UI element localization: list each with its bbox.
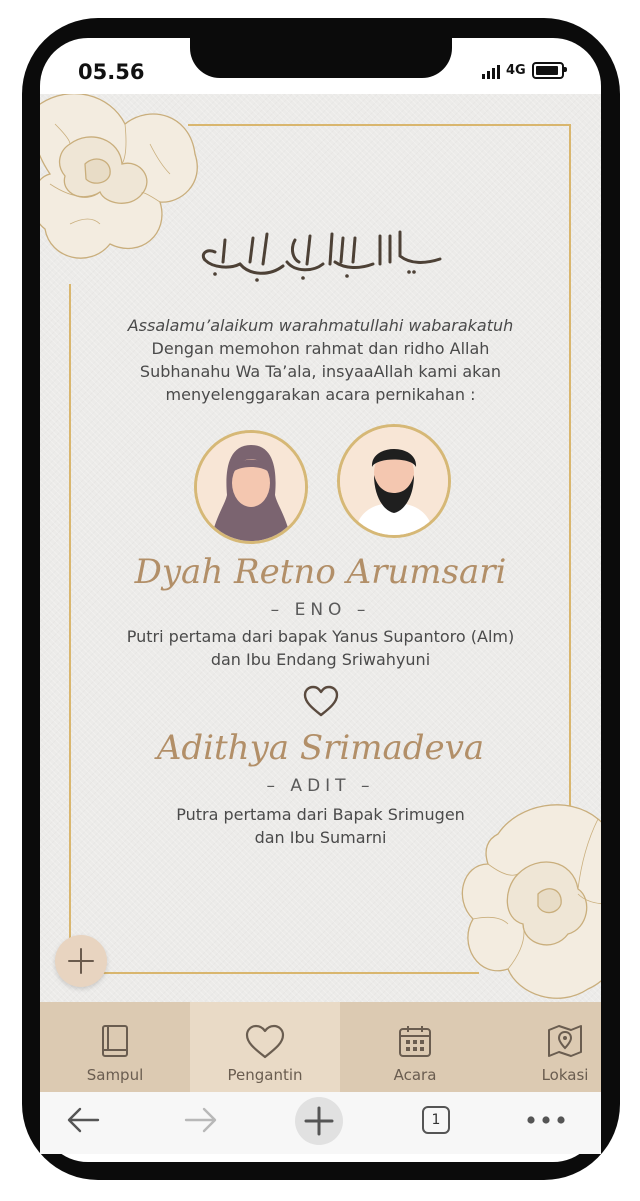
hijab-woman-icon bbox=[197, 433, 305, 541]
back-arrow-icon[interactable] bbox=[66, 1106, 100, 1134]
more-options-icon[interactable] bbox=[526, 1115, 566, 1125]
groom-name: Adithya Srimadeva bbox=[156, 728, 485, 768]
signal-icon bbox=[482, 63, 500, 79]
groom-avatar bbox=[337, 424, 451, 538]
nav-label-sampul: Sampul bbox=[86, 1066, 144, 1084]
greeting-line-2: Dengan memohon rahmat dan ridho Allah bbox=[151, 339, 490, 358]
book-icon bbox=[100, 1024, 130, 1058]
groom-nickname: – ADIT – bbox=[266, 776, 375, 796]
bearded-man-icon bbox=[340, 427, 448, 535]
flower-decoration-bottom-right bbox=[458, 794, 601, 1002]
bottom-navigation bbox=[40, 1002, 601, 1092]
forward-arrow-icon[interactable] bbox=[184, 1106, 218, 1134]
nav-item-lokasi[interactable] bbox=[490, 1002, 601, 1092]
nav-label-pengantin: Pengantin bbox=[227, 1066, 303, 1084]
notch bbox=[190, 30, 452, 78]
nav-label-lokasi: Lokasi bbox=[541, 1066, 589, 1084]
heart-icon bbox=[245, 1024, 285, 1060]
nav-label-acara: Acara bbox=[393, 1066, 437, 1084]
frame-border-bottom bbox=[69, 972, 479, 974]
bismillah-calligraphy bbox=[195, 224, 445, 284]
nav-item-sampul[interactable] bbox=[40, 1002, 190, 1092]
heart-icon bbox=[302, 684, 340, 718]
frame-border-top bbox=[188, 124, 571, 126]
plus-icon bbox=[295, 1097, 343, 1145]
groom-parents-line-1: Putra pertama dari Bapak Srimugen bbox=[176, 805, 465, 824]
new-tab-button[interactable] bbox=[295, 1097, 343, 1145]
status-indicators bbox=[482, 62, 564, 79]
greeting-line-4: menyelenggarakan acara pernikahan : bbox=[165, 385, 476, 404]
calendar-icon bbox=[398, 1024, 432, 1058]
battery-icon bbox=[532, 62, 564, 79]
floating-add-button[interactable] bbox=[55, 935, 107, 987]
bride-nickname: – ENO – bbox=[270, 600, 371, 620]
plus-icon bbox=[55, 935, 107, 987]
status-time: 05.56 bbox=[78, 60, 145, 84]
frame-border-right bbox=[569, 124, 571, 814]
greeting-line-1: Assalamu’alaikum warahmatullahi wabarakatuh bbox=[127, 316, 514, 335]
groom-parents-line-2: dan Ibu Sumarni bbox=[254, 828, 387, 847]
bride-name: Dyah Retno Arumsari bbox=[134, 552, 507, 592]
nav-item-acara[interactable] bbox=[340, 1002, 490, 1092]
bride-parents-line-1: Putri pertama dari bapak Yanus Supantoro (Alm) bbox=[126, 627, 515, 646]
greeting-line-3: Subhanahu Wa Ta’ala, insyaaAllah kami akan bbox=[139, 362, 502, 381]
tab-count-button[interactable]: 1 bbox=[422, 1106, 450, 1134]
nav-item-pengantin[interactable] bbox=[190, 1002, 340, 1092]
bride-parents-line-2: dan Ibu Endang Sriwahyuni bbox=[210, 650, 431, 669]
map-icon bbox=[547, 1024, 583, 1058]
bride-avatar bbox=[194, 430, 308, 544]
network-type: 4G bbox=[506, 63, 526, 78]
invitation-card bbox=[40, 94, 601, 1002]
flower-decoration-top-left bbox=[40, 94, 210, 274]
